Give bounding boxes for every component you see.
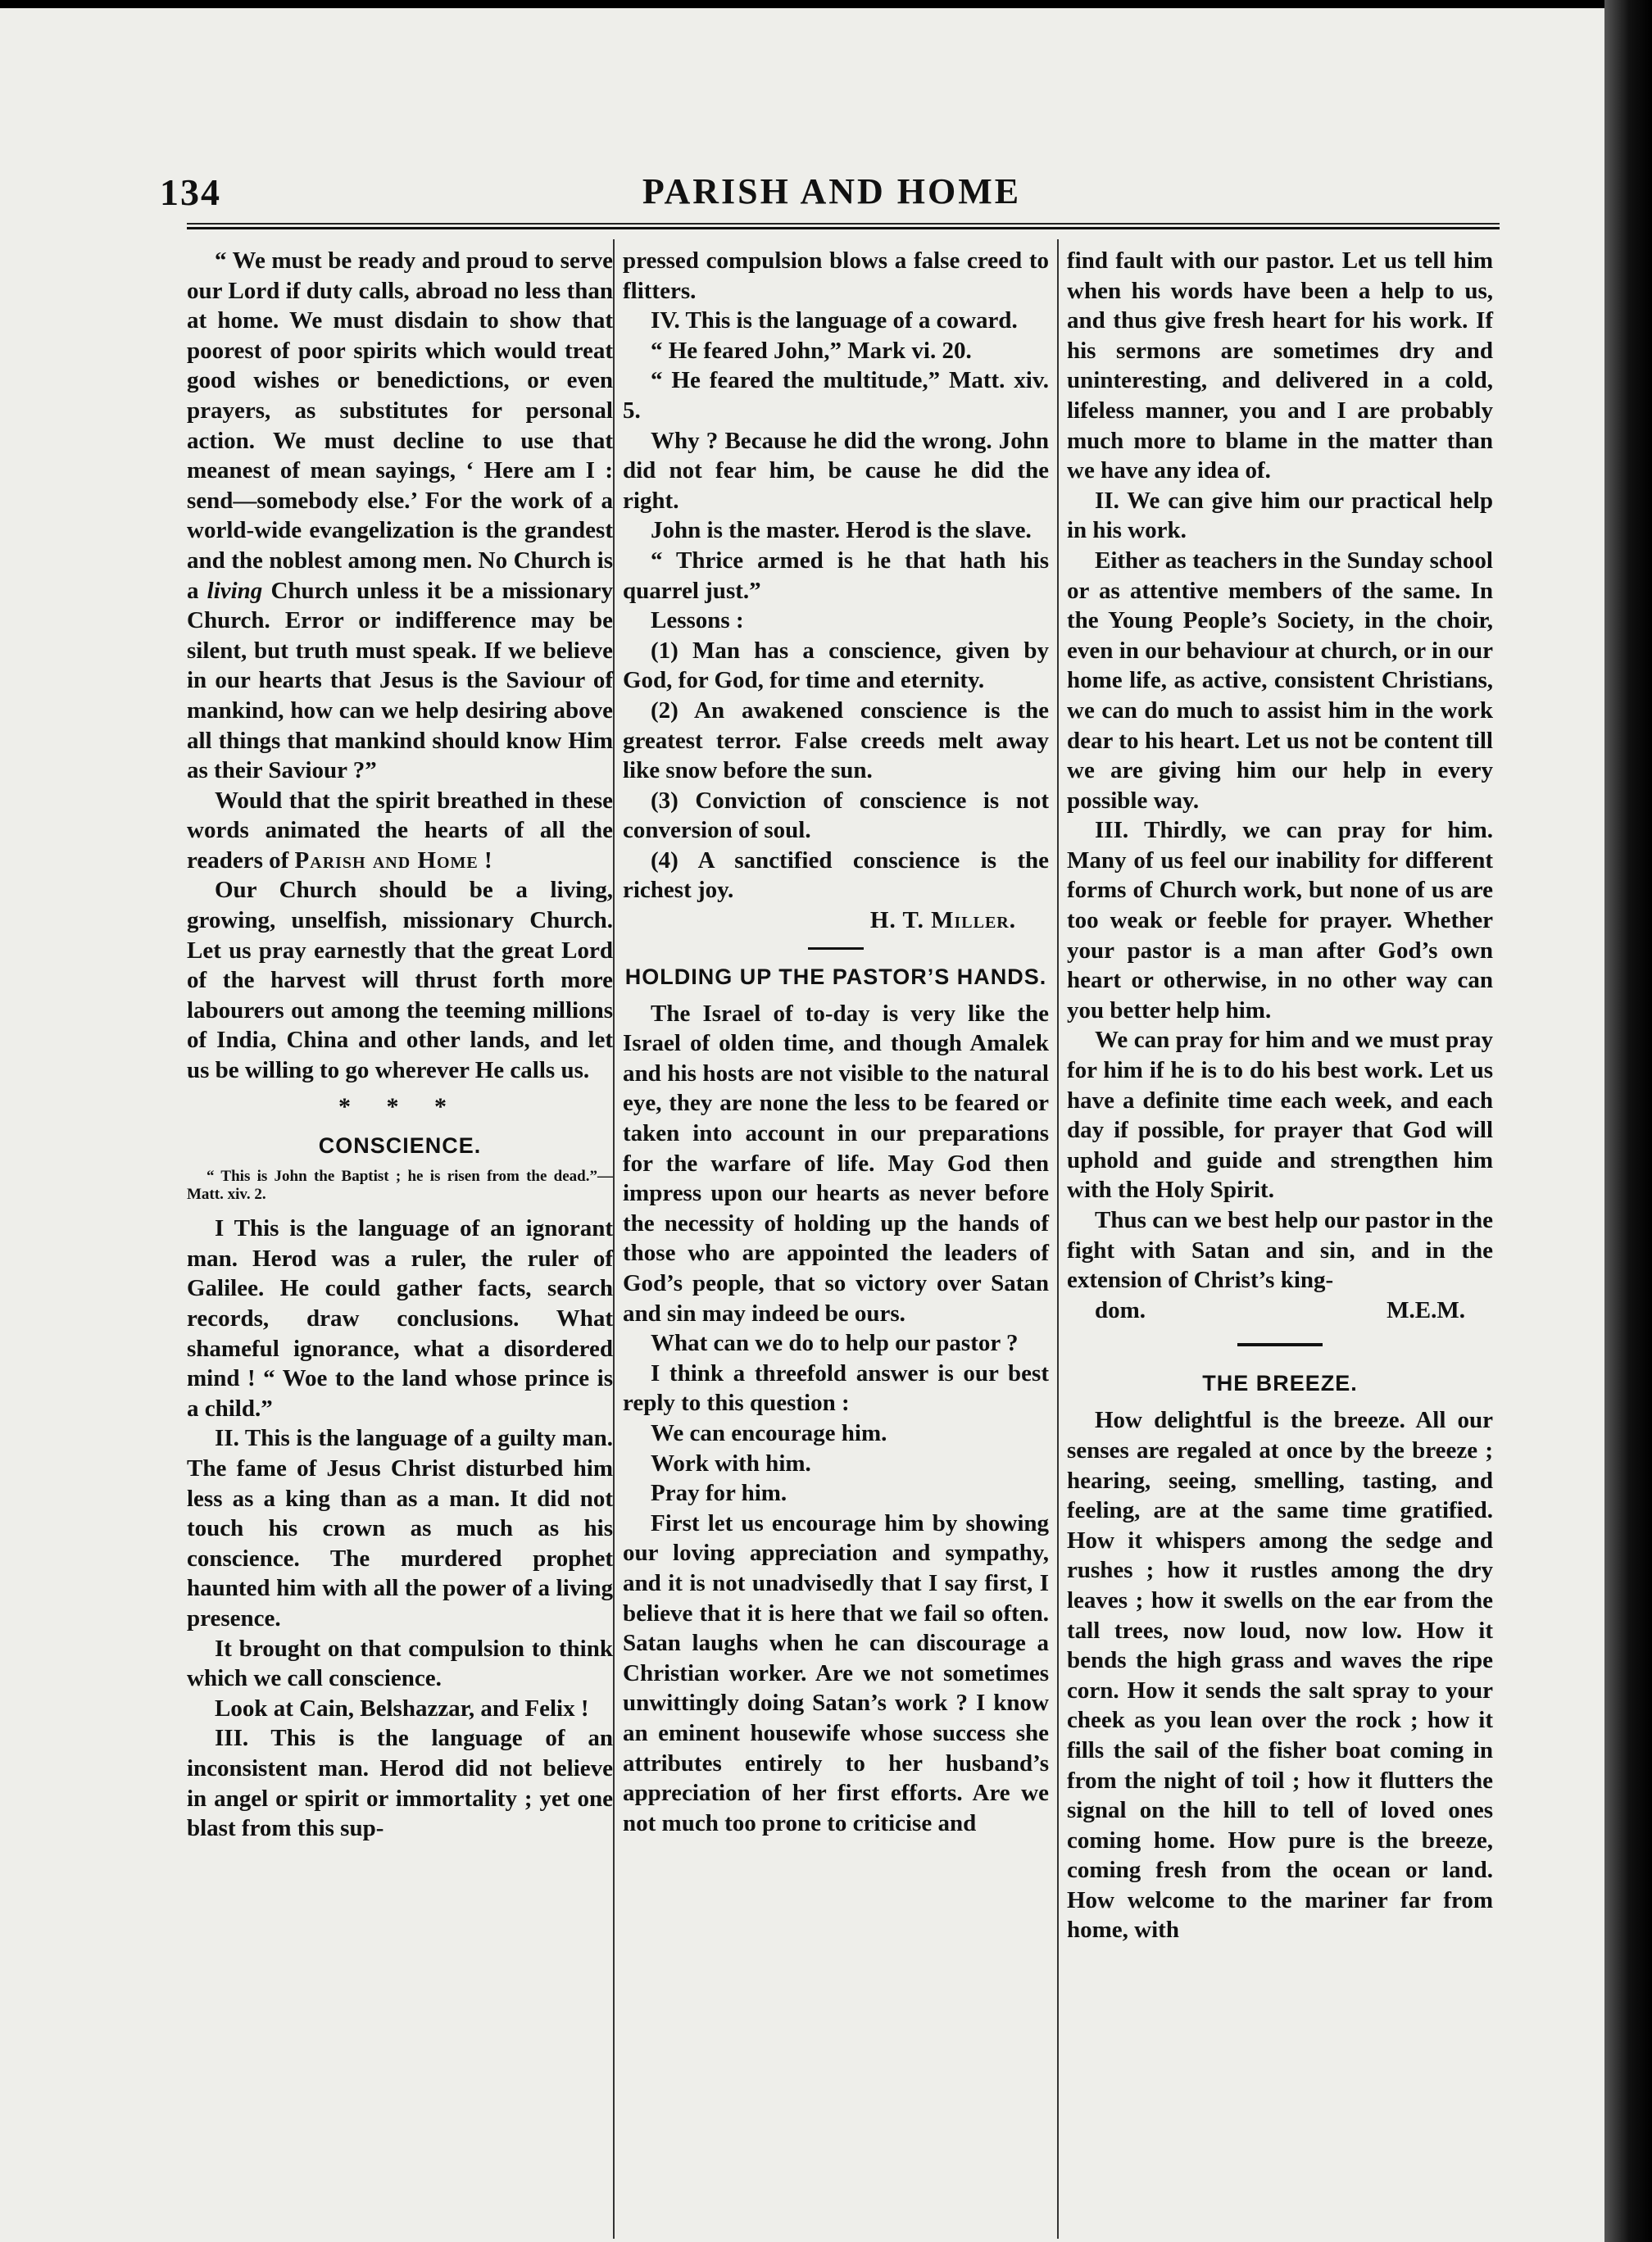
publication-name: Parish and Home [294, 846, 479, 874]
paragraph: “ Thrice armed is he that hath his quarrel just.” [623, 547, 1049, 604]
running-title: PARISH AND HOME [642, 171, 1022, 211]
paragraph: Work with him. [651, 1450, 811, 1477]
paragraph: The Israel of to-day is very like the Israel of olden time, and though Amalek and his hosts are not visible to the natural eye, they are none the less to be feared or taken into account in our preparations for the warfare of life. May God then impress upon our hearts as never before the necessity of holding up the hands of those who are appointed the leaders of God’s people, that so victory over Satan and sin may indeed be ours. [623, 1000, 1049, 1327]
paragraph: II. This is the language of a guilty man. The fame of Jesus Christ disturbed him less as a king than as a man. It did not touch his crown as much as his conscience. The murdered prophet haunted him with all the power of a living presence. [187, 1425, 613, 1632]
section-heading-conscience: CONSCIENCE. [318, 1133, 482, 1159]
paragraph: It brought on that compulsion to think which we call conscience. [187, 1635, 613, 1692]
paragraph: What can we do to help our pastor ? [651, 1330, 1019, 1357]
paragraph [187, 246, 613, 786]
paragraph: Why ? Because he did the wrong. John did not fear him, be cause he did the right. [623, 427, 1049, 514]
paragraph: Lessons : [651, 607, 744, 634]
text-run: Church unless it be a missionary Church. Error or indifference may be silent, but truth must speak. If we believe in our hearts that Jesus is the Saviour of mankind, how can we help desiring above all things that mankind should know Him as their Saviour ?” [187, 577, 613, 784]
paragraph: How delightful is the breeze. All our senses are regaled at once by the breeze ; hearing, seeing, smelling, tasting, and feeling, are at the same time gratified. How it whispers among the sedge and rushes ; how it rustles among the dry leaves ; how it swells on the ear from the tall trees, now loud, now low. How it bends the high grass and waves the ripe corn. How it sends the salt spray to your cheek as you lean over the rock ; how it fills the sail of the fisher boat coming in from the night of toil ; how it flutters the signal on the hill to tell of loved ones coming home. How pure is the breeze, coming fresh from the ocean or land. How welcome to the mariner far from home, with [1067, 1407, 1493, 1944]
paragraph: John is the master. Herod is the slave. [651, 517, 1032, 544]
paragraph: III. Thirdly, we can pray for him. Many of us feel our inability for different forms of Church work, but none of us are too weak or feeble for prayer. Whether your pastor is a man after God’s own heart or otherwise, in no other way can you better help him. [1067, 817, 1493, 1023]
paragraph: “ He feared the multitude,” Matt. xiv. 5. [623, 367, 1049, 424]
paragraph: I think a threefold answer is our best reply to this question : [623, 1359, 1049, 1417]
section-separator-stars: * * * [338, 1092, 461, 1120]
list-item: (1) Man has a conscience, given by God, for God, for time and eternity. [623, 637, 1049, 694]
list-item: (2) An awakened conscience is the greatest terror. False creeds melt away like snow before the sun. [623, 697, 1049, 784]
header-rule-thick [187, 227, 1500, 229]
paragraph: We can encourage him. [651, 1419, 887, 1446]
paragraph [187, 786, 613, 876]
section-heading-pastor: HOLDING UP THE PASTOR’S HANDS. [624, 964, 1047, 989]
paragraph: IV. This is the language of a coward. [651, 307, 1018, 334]
paragraph: pressed compulsion blows a false creed to flitters. [623, 247, 1049, 304]
column-1 [187, 246, 613, 1844]
paragraph: First let us encourage him by showing our loving appreciation and sympathy, and it is not unadvisedly that I say first, I believe that it is here that we fail so often. Satan laughs when he can discourage a Christian worker. Are we not sometimes unwittingly doing Satan’s work ? I know an eminent housewife whose success she attributes entirely to her husband’s appreciation of her first efforts. Are we not much too prone to criticise and [623, 1509, 1049, 1836]
paragraph: Our Church should be a living, growing, unselfish, missionary Church. Let us pray earnestly that the great Lord of the harvest will thrust forth more labourers out among the teeming millions of India, China and other lands, and let us be willing to go wherever He calls us. [187, 877, 613, 1084]
paragraph: find fault with our pastor. Let us tell him when his words have been a help to us, and thus give fresh heart for his work. If his sermons are sometimes dry and uninteresting, and delivered in a cold, lifeless manner, you and I are probably much more to blame in the matter than we have any idea of. [1067, 247, 1493, 484]
column-divider-2 [1057, 239, 1059, 2239]
paragraph: II. We can give him our practical help in his work. [1067, 487, 1493, 544]
scan-edge-shadow [1604, 0, 1652, 2242]
header-rule-thin [187, 223, 1500, 225]
paragraph: I This is the language of an ignorant man. Herod was a ruler, the ruler of Galilee. He could gather facts, search records, draw conclusions. What shameful ignorance, what a disordered mind ! “ Woe to the land whose prince is a child.” [187, 1215, 613, 1422]
author-signature: H. T. Miller. [869, 907, 1016, 934]
epigraph: “ This is John the Baptist ; he is risen from the dead.”—Matt. xiv. 2. [187, 1168, 613, 1204]
author-signature: M.E.M. [1386, 1296, 1465, 1323]
page-number: 134 [160, 171, 221, 213]
section-heading-breeze: THE BREEZE. [1202, 1371, 1358, 1396]
italic-text: living [206, 577, 263, 604]
paragraph: We can pray for him and we must pray for him if he is to do his best work. Let us have a definite time each week, and each day if possible, for prayer that God will uphold and guide and strengthen him with the Holy Spirit. [1067, 1027, 1493, 1204]
column-divider-1 [613, 239, 615, 2239]
page-header [160, 170, 1504, 218]
paragraph-last-line [1067, 1296, 1493, 1326]
paragraph: Either as teachers in the Sunday school or as attentive members of the same. In the Young People’s Society, in the choir, even in our behaviour at church, or in our home life, as active, consistent Christians, we can do much to assist him in the work dear to his heart. Let us not be content till we are giving him our help in every possible way. [1067, 547, 1493, 814]
paragraph: III. This is the language of an inconsistent man. Herod did not believe in angel or spirit or immortality ; yet one blast from this sup- [187, 1725, 613, 1842]
paragraph: Pray for him. [651, 1480, 787, 1507]
paragraph: Thus can we best help our pastor in the fight with Satan and sin, and in the extension of Christ’s king- [1067, 1207, 1493, 1294]
list-item: (4) A sanctified conscience is the richest joy. [623, 846, 1049, 904]
paragraph: Look at Cain, Belshazzar, and Felix ! [215, 1695, 589, 1722]
text-run: “ We must be ready and proud to serve our Lord if duty calls, abroad no less than at home. We must disdain to show that poorest of poor spirits which would treat good wishes or benedictions, or even prayers, as substitutes for personal action. We must decline to use that meanest of mean sayings, ‘ Here am I : send—somebody else.’ For the work of a world-wide evangelization is the grandest and the noblest among men. No Church is a [187, 247, 613, 604]
text-run: ! [478, 846, 492, 874]
column-2 [623, 246, 1049, 1838]
list-item: (3) Conviction of conscience is not conversion of soul. [623, 787, 1049, 844]
column-3 [1067, 246, 1493, 1945]
text-run: dom. [1095, 1296, 1146, 1323]
section-separator-rule [808, 947, 864, 950]
text-run: Would that the spirit breathed in these words animated the hearts of all the readers of [187, 787, 613, 874]
paragraph: “ He feared John,” Mark vi. 20. [651, 337, 972, 364]
newspaper-page [0, 8, 1604, 2242]
section-separator-rule [1237, 1343, 1323, 1346]
